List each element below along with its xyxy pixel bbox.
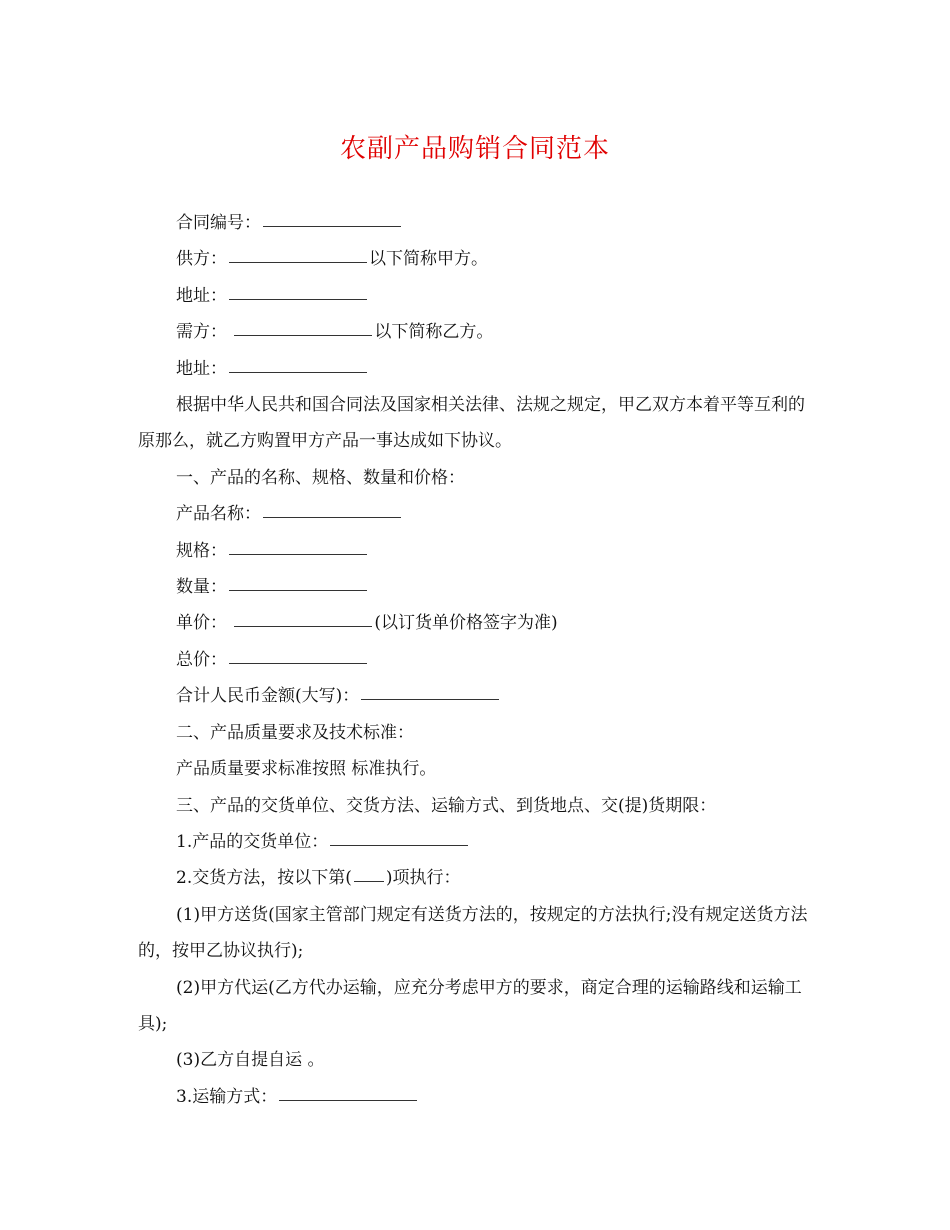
delivery-unit-blank[interactable] [330, 844, 468, 846]
supplier-blank[interactable] [229, 261, 367, 263]
delivery-method-suffix: )项执行： [385, 868, 461, 889]
unit-price-blank[interactable] [234, 625, 372, 627]
spec-line [138, 533, 818, 569]
delivery-option-1: (1)甲方送货(国家主管部门规定有送货方法的，按规定的方法执行;没有规定送货方法的，按甲乙协议执行); [138, 904, 808, 962]
total-price-label: 总价： [176, 649, 227, 670]
unit-price-label: 单价： [176, 613, 227, 634]
rmb-amount-blank[interactable] [361, 698, 499, 700]
spec-blank[interactable] [229, 553, 367, 555]
quality-standard-line: 产品质量要求标准按照 标准执行。 [176, 759, 437, 780]
section3-heading: 三、产品的交货单位、交货方法、运输方式、到货地点、交(提)货期限： [176, 795, 717, 816]
delivery-option-2: (2)甲方代运(乙方代办运输，应充分考虑甲方的要求，商定合理的运输路线和运输工具); [138, 977, 802, 1034]
delivery-method-prefix: 2.交货方法，按以下第( [176, 868, 352, 889]
section2-heading: 二、产品质量要求及技术标准： [176, 722, 414, 743]
quantity-blank[interactable] [229, 589, 367, 591]
contract-number-line [138, 205, 818, 241]
delivery-unit-line [138, 824, 818, 860]
supplier-address-label: 地址： [176, 285, 227, 306]
buyer-label: 需方： [176, 322, 227, 343]
quantity-line [138, 569, 818, 605]
rmb-amount-label: 合计人民币金额(大写)： [176, 686, 360, 707]
buyer-suffix: 以下简称乙方。 [374, 322, 494, 343]
rmb-amount-line [138, 678, 818, 714]
document-body [138, 205, 818, 1115]
buyer-line [138, 314, 818, 350]
transport-method-blank[interactable] [279, 1099, 417, 1101]
supplier-address-blank[interactable] [229, 298, 367, 300]
unit-price-note: (以订货单价格签字为准) [374, 613, 558, 634]
supplier-suffix: 以下简称甲方。 [369, 249, 488, 270]
total-price-line [138, 642, 818, 678]
quantity-label: 数量： [176, 577, 227, 598]
intro-paragraph: 根据中华人民共和国合同法及国家相关法律、法规之规定，甲乙双方本着平等互利的原那么，就乙方购置甲方产品一事达成如下协议。 [138, 395, 805, 452]
document-title: 农副产品购销合同范本 [339, 134, 610, 164]
total-price-blank[interactable] [229, 662, 367, 664]
buyer-address-blank[interactable] [229, 371, 367, 373]
transport-method-line [138, 1079, 818, 1115]
delivery-unit-label: 1.产品的交货单位： [176, 831, 329, 852]
buyer-address-label: 地址： [176, 358, 227, 379]
spec-label: 规格： [176, 540, 227, 561]
section1-heading: 一、产品的名称、规格、数量和价格： [176, 467, 465, 488]
product-name-blank[interactable] [263, 516, 401, 518]
supplier-line [138, 241, 818, 277]
contract-number-blank[interactable] [263, 225, 401, 227]
unit-price-line [138, 605, 818, 641]
product-name-line [138, 496, 818, 532]
delivery-option-3: (3)乙方自提自运 。 [176, 1050, 325, 1071]
buyer-address-line [138, 351, 818, 387]
delivery-method-line [138, 860, 818, 896]
delivery-method-choice-blank[interactable] [354, 880, 384, 882]
contract-number-label: 合同编号： [176, 213, 261, 233]
transport-method-label: 3.运输方式： [176, 1086, 278, 1107]
product-name-label: 产品名称： [176, 504, 261, 525]
supplier-label: 供方： [176, 249, 227, 270]
buyer-blank[interactable] [234, 334, 372, 336]
supplier-address-line [138, 278, 818, 314]
